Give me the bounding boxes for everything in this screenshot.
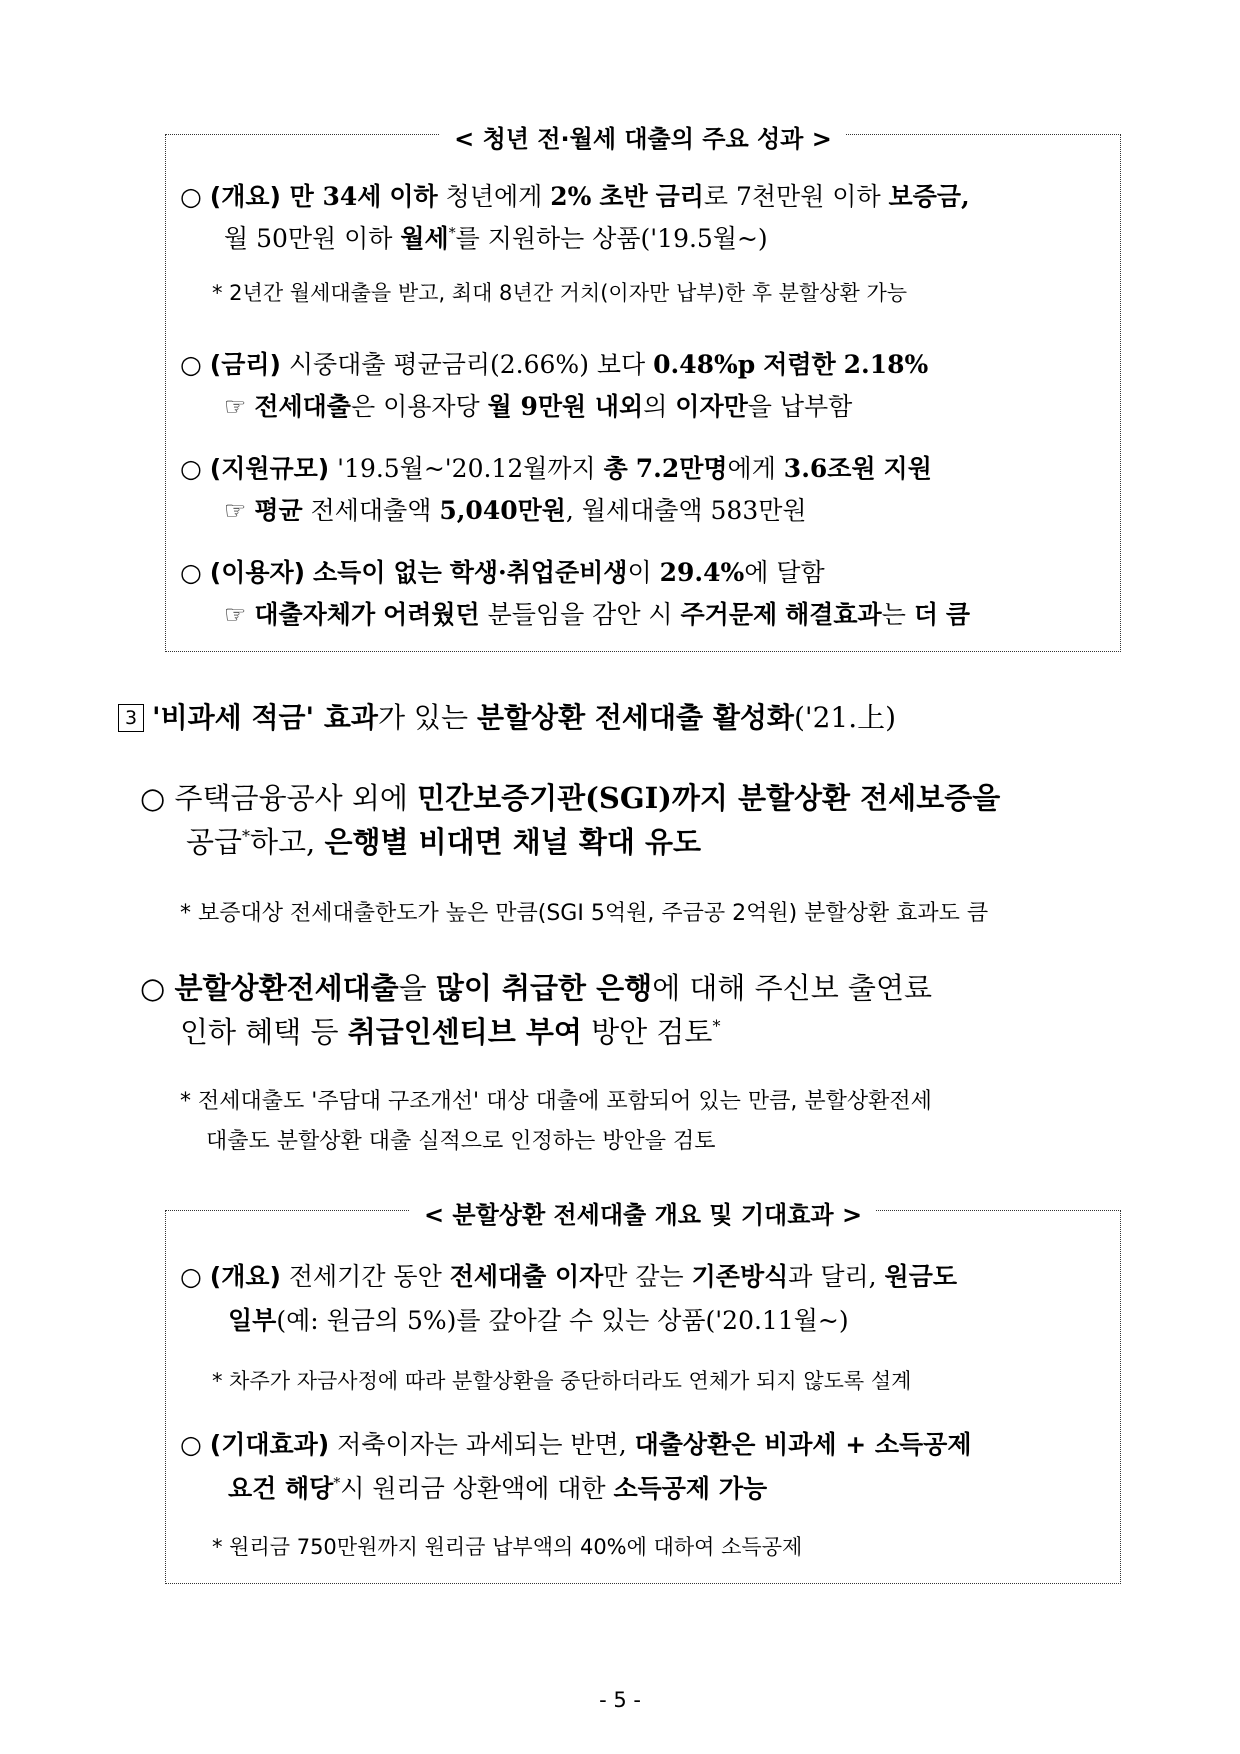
- section3-p2-note-line1: * 전세대출도 '주담대 구조개선' 대상 대출에 포함되어 있는 만큼, 분할상환전세: [180, 1089, 932, 1114]
- item-effect-line2: 요건 해당*시 원리금 상환액에 대한 소득공제 가능: [228, 1474, 768, 1503]
- section3-p1-line1: ○ 주택금융공사 외에 민간보증기관(SGI)까지 분할상환 전세보증을: [140, 781, 1001, 815]
- section3-p2-line1: ○ 분할상환전세대출을 많이 취급한 은행에 대해 주신보 출연료: [140, 971, 932, 1005]
- item-scale-line1: ○ (지원규모) '19.5월~'20.12월까지 총 7.2만명에게 3.6조원 지원: [180, 454, 932, 483]
- box-installment-loan-overview: [165, 1201, 1121, 1584]
- item-overview-line1: ○ (개요) 만 34세 이하 청년에게 2% 초반 금리로 7천만원 이하 보증금,: [180, 182, 970, 211]
- item-overview-note: * 2년간 월세대출을 받고, 최대 8년간 거치(이자만 납부)한 후 분할상환 가능: [212, 281, 908, 305]
- item-overview-line1: ○ (개요) 전세기간 동안 전세대출 이자만 갚는 기존방식과 달리, 원금도: [180, 1262, 957, 1291]
- section-3-heading: 3 '비과세 적금' 효과가 있는 분할상환 전세대출 활성화('21.上): [118, 696, 896, 736]
- box-youth-loan-results: [165, 125, 1121, 652]
- item-overview-line2: 월 50만원 이하 월세*를 지원하는 상품('19.5월~): [224, 224, 768, 253]
- item-rate-line1: ○ (금리) 시중대출 평균금리(2.66%) 보다 0.48%p 저렴한 2.18%: [180, 350, 929, 379]
- item-overview-line2: 일부(예: 원금의 5%)를 갚아갈 수 있는 상품('20.11월~): [228, 1306, 849, 1335]
- section3-p1-note: * 보증대상 전세대출한도가 높은 만큼(SGI 5억원, 주금공 2억원) 분할상환 효과도 큼: [180, 901, 989, 926]
- item-scale-line2: ☞ 평균 전세대출액 5,040만원, 월세대출액 583만원: [224, 496, 807, 525]
- section3-p2-line2: 인하 혜택 등 취급인센티브 부여 방안 검토*: [180, 1015, 721, 1049]
- box-title: < 청년 전·월세 대출의 주요 성과 >: [166, 119, 1120, 154]
- item-effect-note: * 원리금 750만원까지 원리금 납부액의 40%에 대하여 소득공제: [212, 1535, 803, 1559]
- section3-p1-line2: 공급*하고, 은행별 비대면 채널 확대 유도: [186, 825, 702, 859]
- item-users-line1: ○ (이용자) 소득이 없는 학생·취업준비생이 29.4%에 달함: [180, 558, 825, 587]
- item-rate-line2: ☞ 전세대출은 이용자당 월 9만원 내외의 이자만을 납부함: [224, 392, 853, 421]
- item-overview-note: * 차주가 자금사정에 따라 분할상환을 중단하더라도 연체가 되지 않도록 설계: [212, 1369, 912, 1393]
- section3-p2-note-line2: 대출도 분할상환 대출 실적으로 인정하는 방안을 검토: [206, 1129, 716, 1154]
- item-users-line2: ☞ 대출자체가 어려웠던 분들임을 감안 시 주거문제 해결효과는 더 큼: [224, 600, 971, 629]
- box-title: < 분할상환 전세대출 개요 및 기대효과 >: [166, 1195, 1120, 1230]
- page-number: - 5 -: [599, 1688, 641, 1712]
- item-effect-line1: ○ (기대효과) 저축이자는 과세되는 반면, 대출상환은 비과세 + 소득공제: [180, 1430, 972, 1459]
- section-number-box: 3: [118, 704, 144, 732]
